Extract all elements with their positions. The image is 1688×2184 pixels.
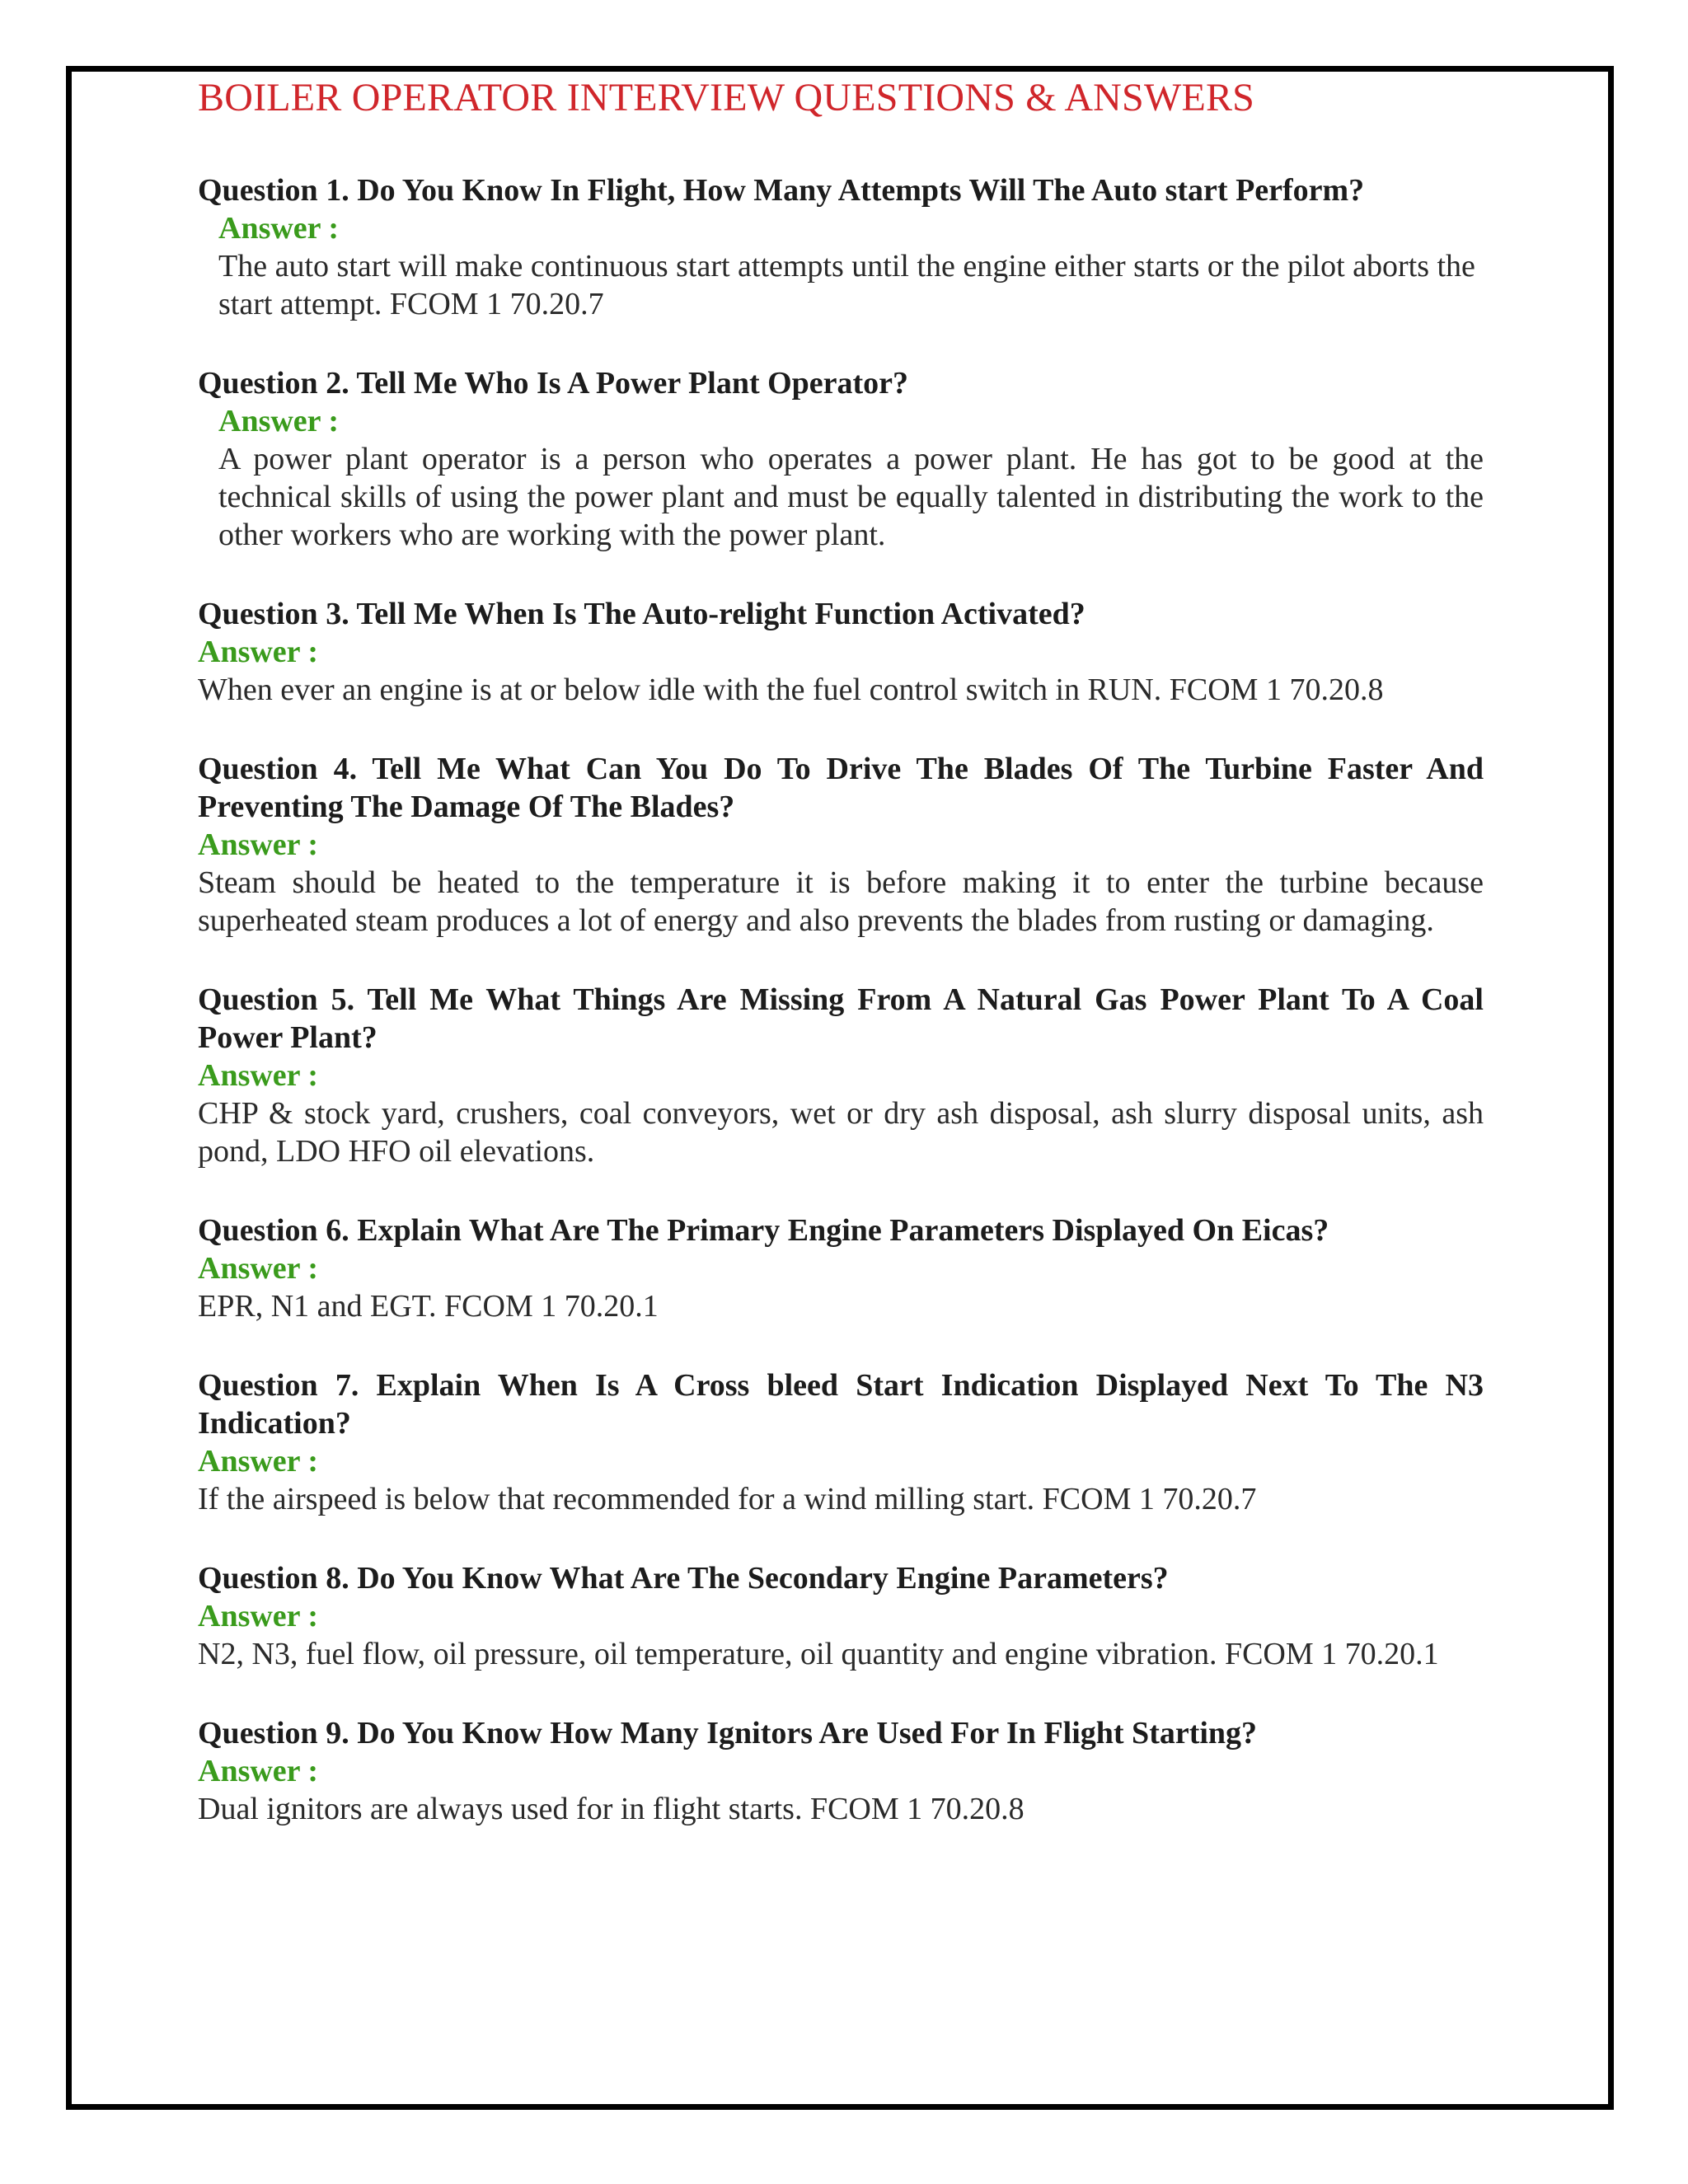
question-text: Question 5. Tell Me What Things Are Missing From A Natural Gas Power Plant To A Coal Power Plant? bbox=[198, 982, 1484, 1055]
qa-item-3 bbox=[198, 595, 1484, 709]
answer-text: N2, N3, fuel flow, oil pressure, oil temperature, oil quantity and engine vibration. FCOM 1 70.20.1 bbox=[198, 1637, 1439, 1671]
answer-text: Dual ignitors are always used for in flight starts. FCOM 1 70.20.8 bbox=[198, 1792, 1025, 1826]
answer-label: Answer : bbox=[198, 827, 319, 862]
question-text: Question 6. Explain What Are The Primary Engine Parameters Displayed On Eicas? bbox=[198, 1213, 1329, 1248]
answer-label: Answer : bbox=[218, 211, 340, 246]
document-title: BOILER OPERATOR INTERVIEW QUESTIONS & ANSWERS bbox=[198, 76, 1255, 120]
qa-item-6 bbox=[198, 1212, 1484, 1325]
question-text: Question 3. Tell Me When Is The Auto-relight Function Activated? bbox=[198, 597, 1085, 631]
document-content bbox=[198, 73, 1484, 1869]
answer-label: Answer : bbox=[198, 1599, 319, 1633]
question-text: Question 7. Explain When Is A Cross bleed Start Indication Displayed Next To The N3 Indication? bbox=[198, 1368, 1484, 1441]
answer-text: When ever an engine is at or below idle with the fuel control switch in RUN. FCOM 1 70.20.8 bbox=[198, 673, 1384, 707]
answer-label: Answer : bbox=[218, 404, 340, 438]
qa-item-5 bbox=[198, 981, 1484, 1170]
question-text: Question 1. Do You Know In Flight, How Many Attempts Will The Auto start Perform? bbox=[198, 173, 1365, 208]
answer-text: A power plant operator is a person who operates a power plant. He has got to be good at the technical skills of using the power plant and must be equally talented in distributing the work to the other workers who are working with the power plant. bbox=[218, 442, 1484, 552]
qa-item-7 bbox=[198, 1366, 1484, 1518]
question-text: Question 2. Tell Me Who Is A Power Plant Operator? bbox=[198, 366, 909, 401]
qa-item-4 bbox=[198, 750, 1484, 940]
question-text: Question 4. Tell Me What Can You Do To Drive The Blades Of The Turbine Faster And Preventing The Damage Of The Blades? bbox=[198, 752, 1484, 824]
answer-label: Answer : bbox=[198, 1251, 319, 1286]
answer-label: Answer : bbox=[198, 1444, 319, 1479]
question-text: Question 9. Do You Know How Many Ignitors Are Used For In Flight Starting? bbox=[198, 1716, 1258, 1750]
answer-label: Answer : bbox=[198, 1058, 319, 1093]
answer-label: Answer : bbox=[198, 1754, 319, 1788]
qa-item-8 bbox=[198, 1559, 1484, 1673]
answer-text: CHP & stock yard, crushers, coal conveyors, wet or dry ash disposal, ash slurry disposal units, ash pond, LDO HFO oil elevations. bbox=[198, 1096, 1484, 1169]
answer-text: EPR, N1 and EGT. FCOM 1 70.20.1 bbox=[198, 1289, 659, 1324]
answer-text: Steam should be heated to the temperature it is before making it to enter the turbine because superheated steam produces a lot of energy and also prevents the blades from rusting or damaging. bbox=[198, 865, 1484, 938]
question-text: Question 8. Do You Know What Are The Secondary Engine Parameters? bbox=[198, 1561, 1169, 1596]
answer-text: If the airspeed is below that recommended for a wind milling start. FCOM 1 70.20.7 bbox=[198, 1482, 1257, 1516]
qa-item-2 bbox=[198, 364, 1484, 554]
answer-label: Answer : bbox=[198, 635, 319, 669]
qa-item-9 bbox=[198, 1714, 1484, 1828]
qa-item-1 bbox=[198, 171, 1484, 323]
answer-text: The auto start will make continuous start attempts until the engine either starts or the pilot aborts the start attempt. FCOM 1 70.20.7 bbox=[218, 249, 1475, 321]
